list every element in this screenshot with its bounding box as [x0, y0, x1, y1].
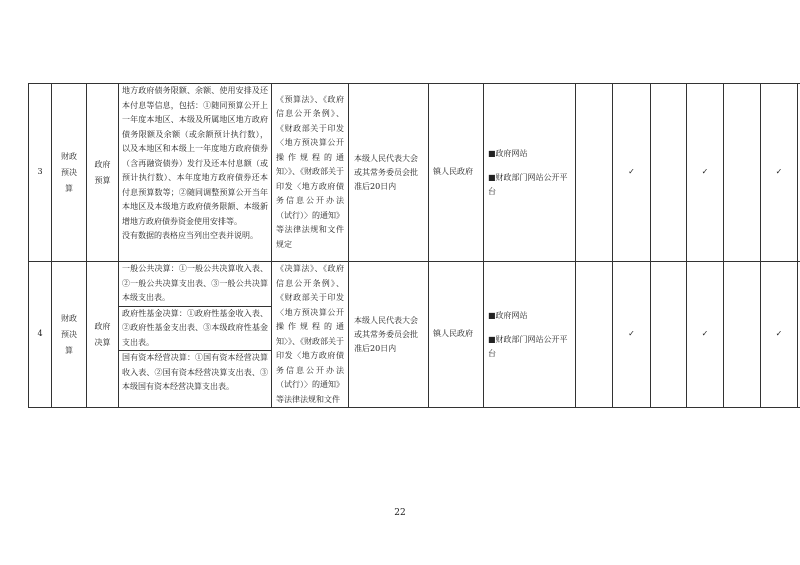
channel-item: ■财政部门网站公开平台	[488, 172, 568, 196]
content-part: 国有资本经营决算：①国有资本经营决算收入表、②国有资本经营决算支出表、③本级国有资本经营决算支出表。	[122, 353, 268, 391]
subject-cell: 镇人民政府	[429, 84, 484, 262]
page-number: 22	[394, 508, 406, 518]
content-part: 一般公共决算：①一般公共决算收入表、②一般公共决算支出表、③一般公共决算本级支出表。	[119, 262, 271, 307]
check-cell	[651, 262, 687, 408]
check-mark: ✓	[761, 262, 798, 408]
content-cell	[119, 262, 272, 408]
row-index: 4	[29, 262, 52, 408]
channel-cell	[484, 84, 576, 262]
time-cell: 本级人民代表大会或其常务委员会批准后20日内	[349, 84, 429, 262]
row-index: 3	[29, 84, 52, 262]
content-part: 政府性基金决算：①政府性基金收入表、②政府性基金支出表、③本级政府性基金支出表。	[119, 307, 271, 352]
item-cell: 政府预算	[87, 84, 119, 262]
channel-item: ■财政部门网站公开平台	[488, 334, 568, 358]
check-cell	[576, 84, 613, 262]
check-cell	[576, 262, 613, 408]
channel-item: ■政府网站	[488, 310, 528, 320]
item-cell: 政府决算	[87, 262, 119, 408]
time-cell: 本级人民代表大会或其常务委员会批准后20日内	[349, 262, 429, 408]
basis-cell: 《预算法》、《政府信息公开条例》、《财政部关于印发〈地方预决算公开操作规程的通知〉》、《财政部关于印发〈地方政府债务信息公开办法（试行）〉的通知》等法律法规和文件规定	[272, 84, 349, 262]
check-cell	[724, 84, 761, 262]
content-cell	[119, 84, 272, 262]
content-note: 没有数据的表格应当列出空表并说明。	[122, 231, 258, 240]
check-mark: ✓	[687, 262, 724, 408]
table-row	[29, 84, 800, 262]
content-text: 地方政府债务限额、余额、使用安排及还本付息等信息，包括：①随同预算公开上一年度本地区、本级及所属地区地方政府债务限额及余额（或余额预计执行数），以及本地区和本级上一年度地方政府债券（含再融资债券）发行及还本付息额（或预计执行数）、本年度地方政府债券还本付息预算数等；②随同调整预算公开当年本地区及本级地方政府债务限额、本级新增地方政府债券资金使用安排等。	[122, 86, 268, 226]
category-cell: 财政预决算	[52, 262, 87, 408]
table-row	[29, 262, 800, 408]
channel-item: ■政府网站	[488, 148, 528, 158]
category-cell: 财政预决算	[52, 84, 87, 262]
channel-cell	[484, 262, 576, 408]
check-cell	[651, 84, 687, 262]
disclosure-table	[28, 83, 800, 408]
subject-cell: 镇人民政府	[429, 262, 484, 408]
check-cell	[724, 262, 761, 408]
check-mark: ✓	[761, 84, 798, 262]
check-mark: ✓	[613, 84, 651, 262]
check-mark: ✓	[613, 262, 651, 408]
basis-cell: 《决算法》、《政府信息公开条例》、《财政部关于印发〈地方预决算公开操作规程的通知〉》、《财政部关于印发〈地方政府债务信息公开办法（试行）〉的通知》等法律法规和文件	[272, 262, 349, 408]
check-mark: ✓	[687, 84, 724, 262]
